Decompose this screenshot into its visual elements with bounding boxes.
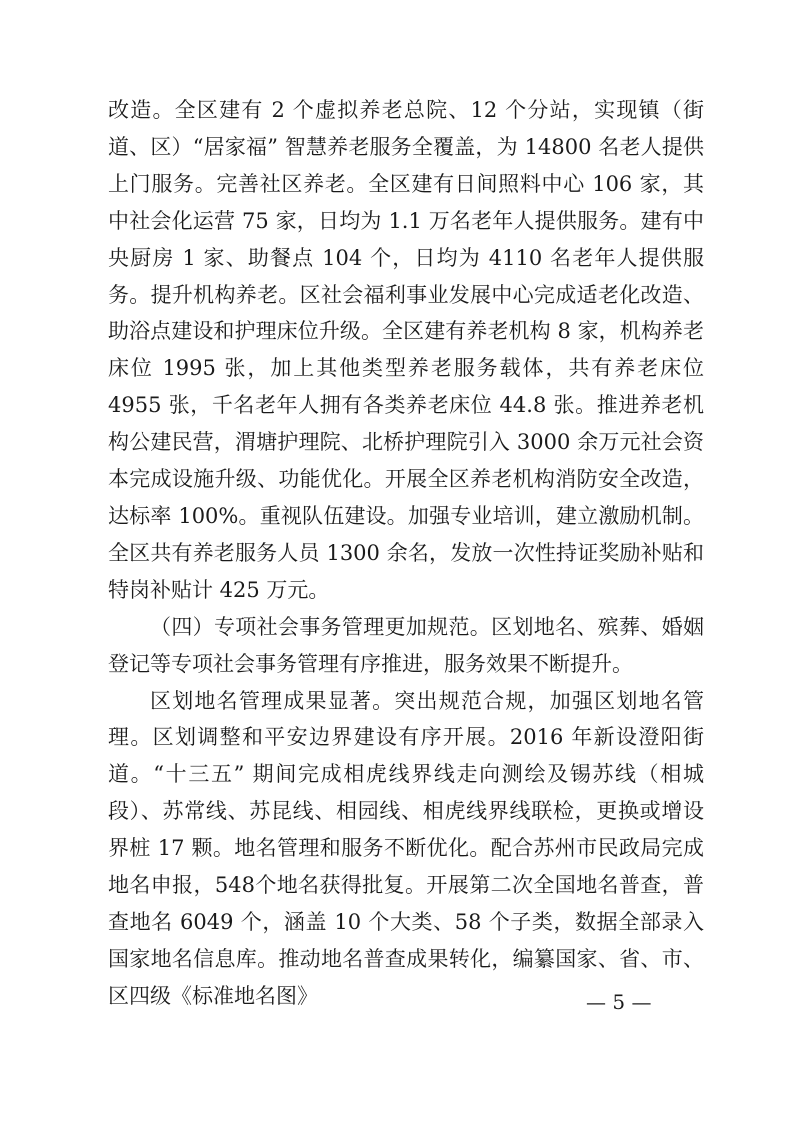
text-line: 区划地名管理成果显著。突出规范合规，加强区划地名管理。 (108, 688, 704, 750)
text-line: 专业培训，建立激励机制。全区共有养老服务人员 1300 余名，发 (108, 503, 704, 565)
text-line: 务。完善社区养老。全区建有日间照料中心 106 家，其中社会化 (108, 171, 704, 233)
paragraph-section-heading (108, 609, 704, 683)
text-line: 护理院引入 3000 余万元社会资本完成设施升级、功能优化。开展 (108, 430, 704, 492)
text-line: 他类型养老服务载体，共有养老床位 4955 张，千名老年人拥有各 (108, 356, 705, 418)
text-line: 区）“居家福” 智慧养老服务全覆盖，为 14800 名老人提供上门服 (108, 134, 705, 196)
text-line: 三五” 期间完成相虎线界线走向测绘及锡苏线（相城段）、苏常线、 (108, 762, 704, 824)
text-line: 改造。全区建有 2 个虚拟养老总院、12 个分站，实现镇（街道、 (108, 98, 704, 159)
text-line: 位升级。全区建有养老机构 8 家，机构养老床位 1995 张，加上其 (108, 319, 704, 381)
text-line: 名管理和服务不断优化。配合苏州市民政局完成地名申报，548 (108, 836, 705, 898)
text-line: 放一次性持证奖励补贴和特岗补贴计 425 万元。 (108, 540, 705, 602)
text-line: 区社会福利事业发展中心完成适老化改造、助浴点建设和护理床 (108, 282, 705, 344)
paragraph-elderly-care (108, 92, 704, 609)
document-body (108, 92, 704, 1015)
text-line: 动地名普查成果转化，编纂国家、省、市、区四级《标准地名图》 (108, 946, 705, 1008)
text-line: 类养老床位 44.8 张。推进养老机构公建民营，渭塘护理院、北桥 (108, 393, 705, 455)
page-number: — 5 — (586, 990, 652, 1014)
paragraph-place-names (108, 683, 704, 1015)
text-line: 苏昆线、相园线、相虎线界线联检，更换或增设界桩 17 颗。地 (108, 799, 704, 861)
text-line: 涵盖 10 个大类、58 个子类，数据全部录入国家地名信息库。推 (108, 909, 704, 971)
text-line: 个地名获得批复。开展第二次全国地名普查，普查地名 6049 个， (108, 873, 704, 934)
text-line: 登记等专项社会事务管理有序推进，服务效果不断提升。 (108, 651, 633, 676)
text-line: 全区养老机构消防安全改造，达标率 100%。重视队伍建设。加强 (108, 467, 705, 528)
text-line: 运营 75 家，日均为 1.1 万名老年人提供服务。建有中央厨房 1 家、 (108, 208, 705, 270)
text-line: 助餐点 104 个，日均为 4110 名老年人提供服务。提升机构养老。 (108, 245, 704, 307)
text-line: （四）专项社会事务管理更加规范。区划地名、殡葬、婚姻 (150, 614, 704, 639)
text-line: 区划调整和平安边界建设有序开展。2016 年新设澄阳街道。“十 (108, 725, 704, 787)
